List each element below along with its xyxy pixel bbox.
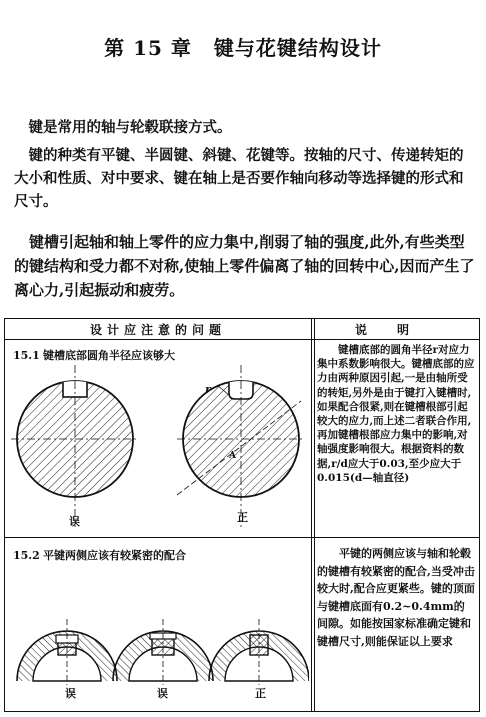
label-wrong-15-2-a: 误 xyxy=(65,687,76,700)
keyway-fillet-figure xyxy=(11,365,307,535)
label-right-15-2: 正 xyxy=(255,687,266,700)
label-wrong-15-2-b: 误 xyxy=(157,687,168,700)
table-row-15-1-issue xyxy=(13,347,175,363)
issue-text: 平键两侧应该有较紧密的配合 xyxy=(43,549,186,562)
chapter-title xyxy=(0,32,486,61)
wrong-shaft-section xyxy=(11,365,139,527)
key-fit-figure xyxy=(9,569,309,685)
fit-wrong-2 xyxy=(113,619,213,685)
intro-paragraph-3: 键槽引起轴和轴上零件的应力集中,削弱了轴的强度,此外,有些类型的键结构和受力都不对称,使轴上零件偏离了轴的回转中心,因而产生了离心力,引起振动和疲劳。 xyxy=(14,233,475,299)
fit-wrong-1 xyxy=(17,619,117,685)
issue-text: 键槽底部圆角半径应该够大 xyxy=(43,349,175,362)
label-a: A xyxy=(229,451,236,461)
row-number: 15.1 xyxy=(13,349,40,362)
right-shaft-section xyxy=(177,365,305,527)
column-divider-inner xyxy=(314,319,315,711)
table-row-15-2-explanation: 平键的两侧应该与轴和轮毂的键槽有较紧密的配合,当受冲击较大时,配合应更紧些。键的顶面与键槽底面有0.2~0.4mm的间隙。如能按国家标准确定键和键槽尺寸,则能保证以上要求 xyxy=(317,547,475,648)
design-table xyxy=(4,318,480,712)
intro-paragraph-2: 键的种类有平键、半圆键、斜键、花键等。按轴的尺寸、传递转矩的大小和性质、对中要求、键在轴上是否要作轴向移动等选择键的形式和尺寸。 xyxy=(14,147,464,210)
chapter-number: 第 15 章 xyxy=(104,36,192,60)
row-divider xyxy=(5,537,479,538)
header-explanation: 说明 xyxy=(354,323,439,337)
column-divider xyxy=(311,319,312,711)
fit-right xyxy=(209,619,309,685)
table-header xyxy=(5,319,479,340)
chapter-name: 键与花键结构设计 xyxy=(213,36,382,60)
table-row-15-1-explanation: 键槽底部的圆角半径r对应力集中系数影响很大。键槽底部的应力由两种原因引起,一是由轴所受的转矩,另外是由于键打入键槽时,如果配合很紧,则在键槽根部引起较大的应力,而上述二者联合作用,再加键槽根部应力集中的影响,对轴强度影响很大。根据资料的数据,r/d应大于0.03,至少应大于0.015(d—轴直径) xyxy=(317,344,475,484)
label-right-15-1: 正 xyxy=(237,511,248,524)
table-row-15-2-issue xyxy=(13,547,186,563)
intro-paragraph-1: 键是常用的轴与轮毂联接方式。 xyxy=(28,119,232,136)
label-wrong-15-1: 误 xyxy=(69,515,80,528)
header-issues: 设计应注意的问题 xyxy=(89,323,226,337)
label-r: r xyxy=(205,383,211,396)
row-number: 15.2 xyxy=(13,549,40,562)
